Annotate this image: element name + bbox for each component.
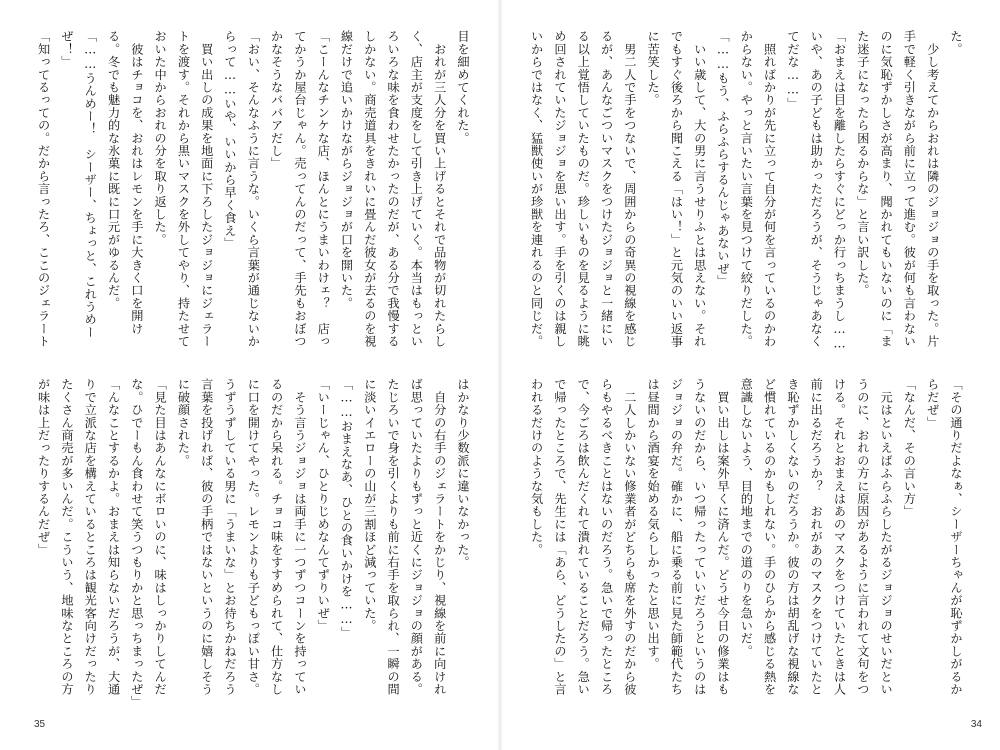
paragraph: 「その通りだよなぁ、シーザーちゃんが恥ずかしがるからだぜ」 — [925, 378, 963, 696]
paragraph: 「……うんめー！ シーザー、ちょっと、これうめーぜ！」 — [59, 30, 98, 339]
left-page-lower-text — [28, 378, 474, 708]
paragraph: そう言うジョジョは両手に一つずつコーンを持っているのだから呆れる。チョコ味をすすめられて、仕方なしに口を開けてやった。レモンよりも子どもっぽい甘さ。うずうずしている男に「うまいな」とお待ちかねだろう言葉を投げれば、彼の手柄ではないというのに嬉しそうに破顔された。 — [176, 378, 307, 696]
page-number: 34 — [970, 719, 982, 730]
paragraph: はかなり少数派に違いなかった。 — [456, 378, 470, 569]
paragraph: 「知ってるっての。だから言ったろ、ここのジェラート — [36, 30, 51, 348]
paragraph: 目を細めてくれた。 — [456, 30, 470, 145]
right-page — [503, 0, 1000, 750]
paragraph: 「いーじゃん、ひとりじめなんてずりいぜ」 — [316, 378, 331, 632]
right-page-upper-text — [521, 30, 967, 360]
paragraph: 買い出しは案外早くに済んだ。どうせ今日の修業はもうないのだから、いつ帰ったっていいだろうというのはジョジョの弁だ。確かに、船に乗る前に見た師範代たちは昼間から酒宴を始める気らしかったと思い出す。 — [646, 378, 731, 696]
paragraph: た。 — [949, 30, 963, 56]
paragraph — [28, 378, 31, 708]
paragraph: 「んなことするかよ。おまえは知らないだろうが、大通りで立派な店を構えているところは観光客向けだったりたくさん商売が多いんだ。こういう、地味なところの方が味は上だったりするんだぜ」 — [36, 378, 121, 696]
paragraph: 買い出しの成果を地面に下ろしたジョジョにジェラートを渡す。それから黒いマスクを外してやり、持たせておいた中からおれの分を取り返した。 — [153, 30, 214, 348]
paragraph: 自分の右手のジェラートをかじり、視線を前に向ければ思っていたよりもずっと近くにジョジョの顔がある。たじろいで身を引くよりも前に右手を取られ、一瞬の間に淡いイエローの山が三割ほど減っていた。 — [362, 378, 447, 696]
paragraph — [521, 378, 524, 708]
paragraph: 「おい、そんなふうに言うな。いくら言葉が通じないからって……いや、いいから早く食え」 — [223, 30, 261, 348]
left-page — [0, 0, 497, 750]
paragraph: 男二人で手をつないで、周囲からの奇異の視線を感じるが、あんなごついマスクをつけたジョジョと一緒にいる以上覚悟していたものだ。珍しいものを見るように眺め回されていたジョジョを思い出す。手を引くのは親しいからではなく、猛獣使いが珍獣を連れるのと同じだ。 — [529, 30, 637, 348]
paragraph: 少し考えてからおれは隣のジョジョの手を取った。片手で軽く引きながら前に立って進む。彼が何も言わないのに気恥ずかしさが高まり、聞かれてもいないのに「また迷子になったら困るからな」と言い訳した。 — [855, 30, 940, 348]
paragraph: 彼はチョコを、おれはレモンを手に大きく口を開ける。冬でも魅力的な氷菓に既に口元がゆるんだ。 — [106, 30, 144, 335]
page-number: 35 — [34, 719, 46, 730]
paragraph: 「……もう、ふらふらするんじゃあないぜ」 — [716, 30, 731, 288]
paragraph: 「こーんなチンケな店、ほんとにうまいわけェ？ 店ってかうか屋台じゃん。売ってんのだって、手先もおぼつかなそうなババアだし」 — [269, 30, 331, 348]
paragraph: 二人しかいない修業者がどちらも席を外すのだから彼らもやるべきことはないのだろう。急いで帰ったところで、今ごろは飲んだくれて潰れていることだろう。急いで帰ったところで、先生には「あら、どうしたの」と言われるだけのような気もした。 — [529, 378, 637, 696]
paragraph: 「……おまえなあ、ひとの食いかけを……」 — [339, 378, 354, 640]
paragraph: 「見た目はあんなにボロいのに、味はしっかりしてんだな。ひでーもん食わせて笑うつもりかと思っちまったぜ」 — [129, 378, 168, 708]
left-page-upper-text — [28, 30, 474, 360]
paragraph: 「おまえは目を離したらすぐにどっか行っちまうし……いや、あの子どもは助かっただろうが、そうじゃあなくてだな……」 — [785, 30, 847, 352]
paragraph: 「なんだ、その言い方」 — [902, 378, 917, 518]
paragraph: いい歳して、大の男に言うせりふとは思えない。それでもすぐ後ろから聞こえる「はい！」と元気のいい返事に苦笑した。 — [646, 30, 707, 348]
right-page-lower-text — [521, 378, 967, 708]
paragraph: おれが三人分を買い上げるとそれで品物が切れたらしく、店主が支度をして引き上げていく。本当はもっといろいろな味を食わせたかったのだが、ある分で我慢するしかない。商売道具をきれいに畳んだ彼女が去るのを視線だけで追いかけながらジョジョが口を開いた。 — [339, 30, 447, 348]
paragraph: 元はといえばふらふらしたがるジョジョのせいだというのに、おれの方に原因があるように言われて文句をつける。それとおまえはあのマスクをつけていたときは人前に出るだろうか？ おれがあのマスクをつけていたとき恥ずかしくないのだろうか。彼の方は胡乱げな視線など慣れているのかもしれない。手のひらから感じる熱を意識しないよう、目的地までの道のりを急いだ。 — [739, 378, 894, 696]
paragraph: 照ればかりが先に立って自分が何を言っているのかわからない。やっと言いたい言葉を見つけて絞りだした。 — [739, 30, 777, 348]
